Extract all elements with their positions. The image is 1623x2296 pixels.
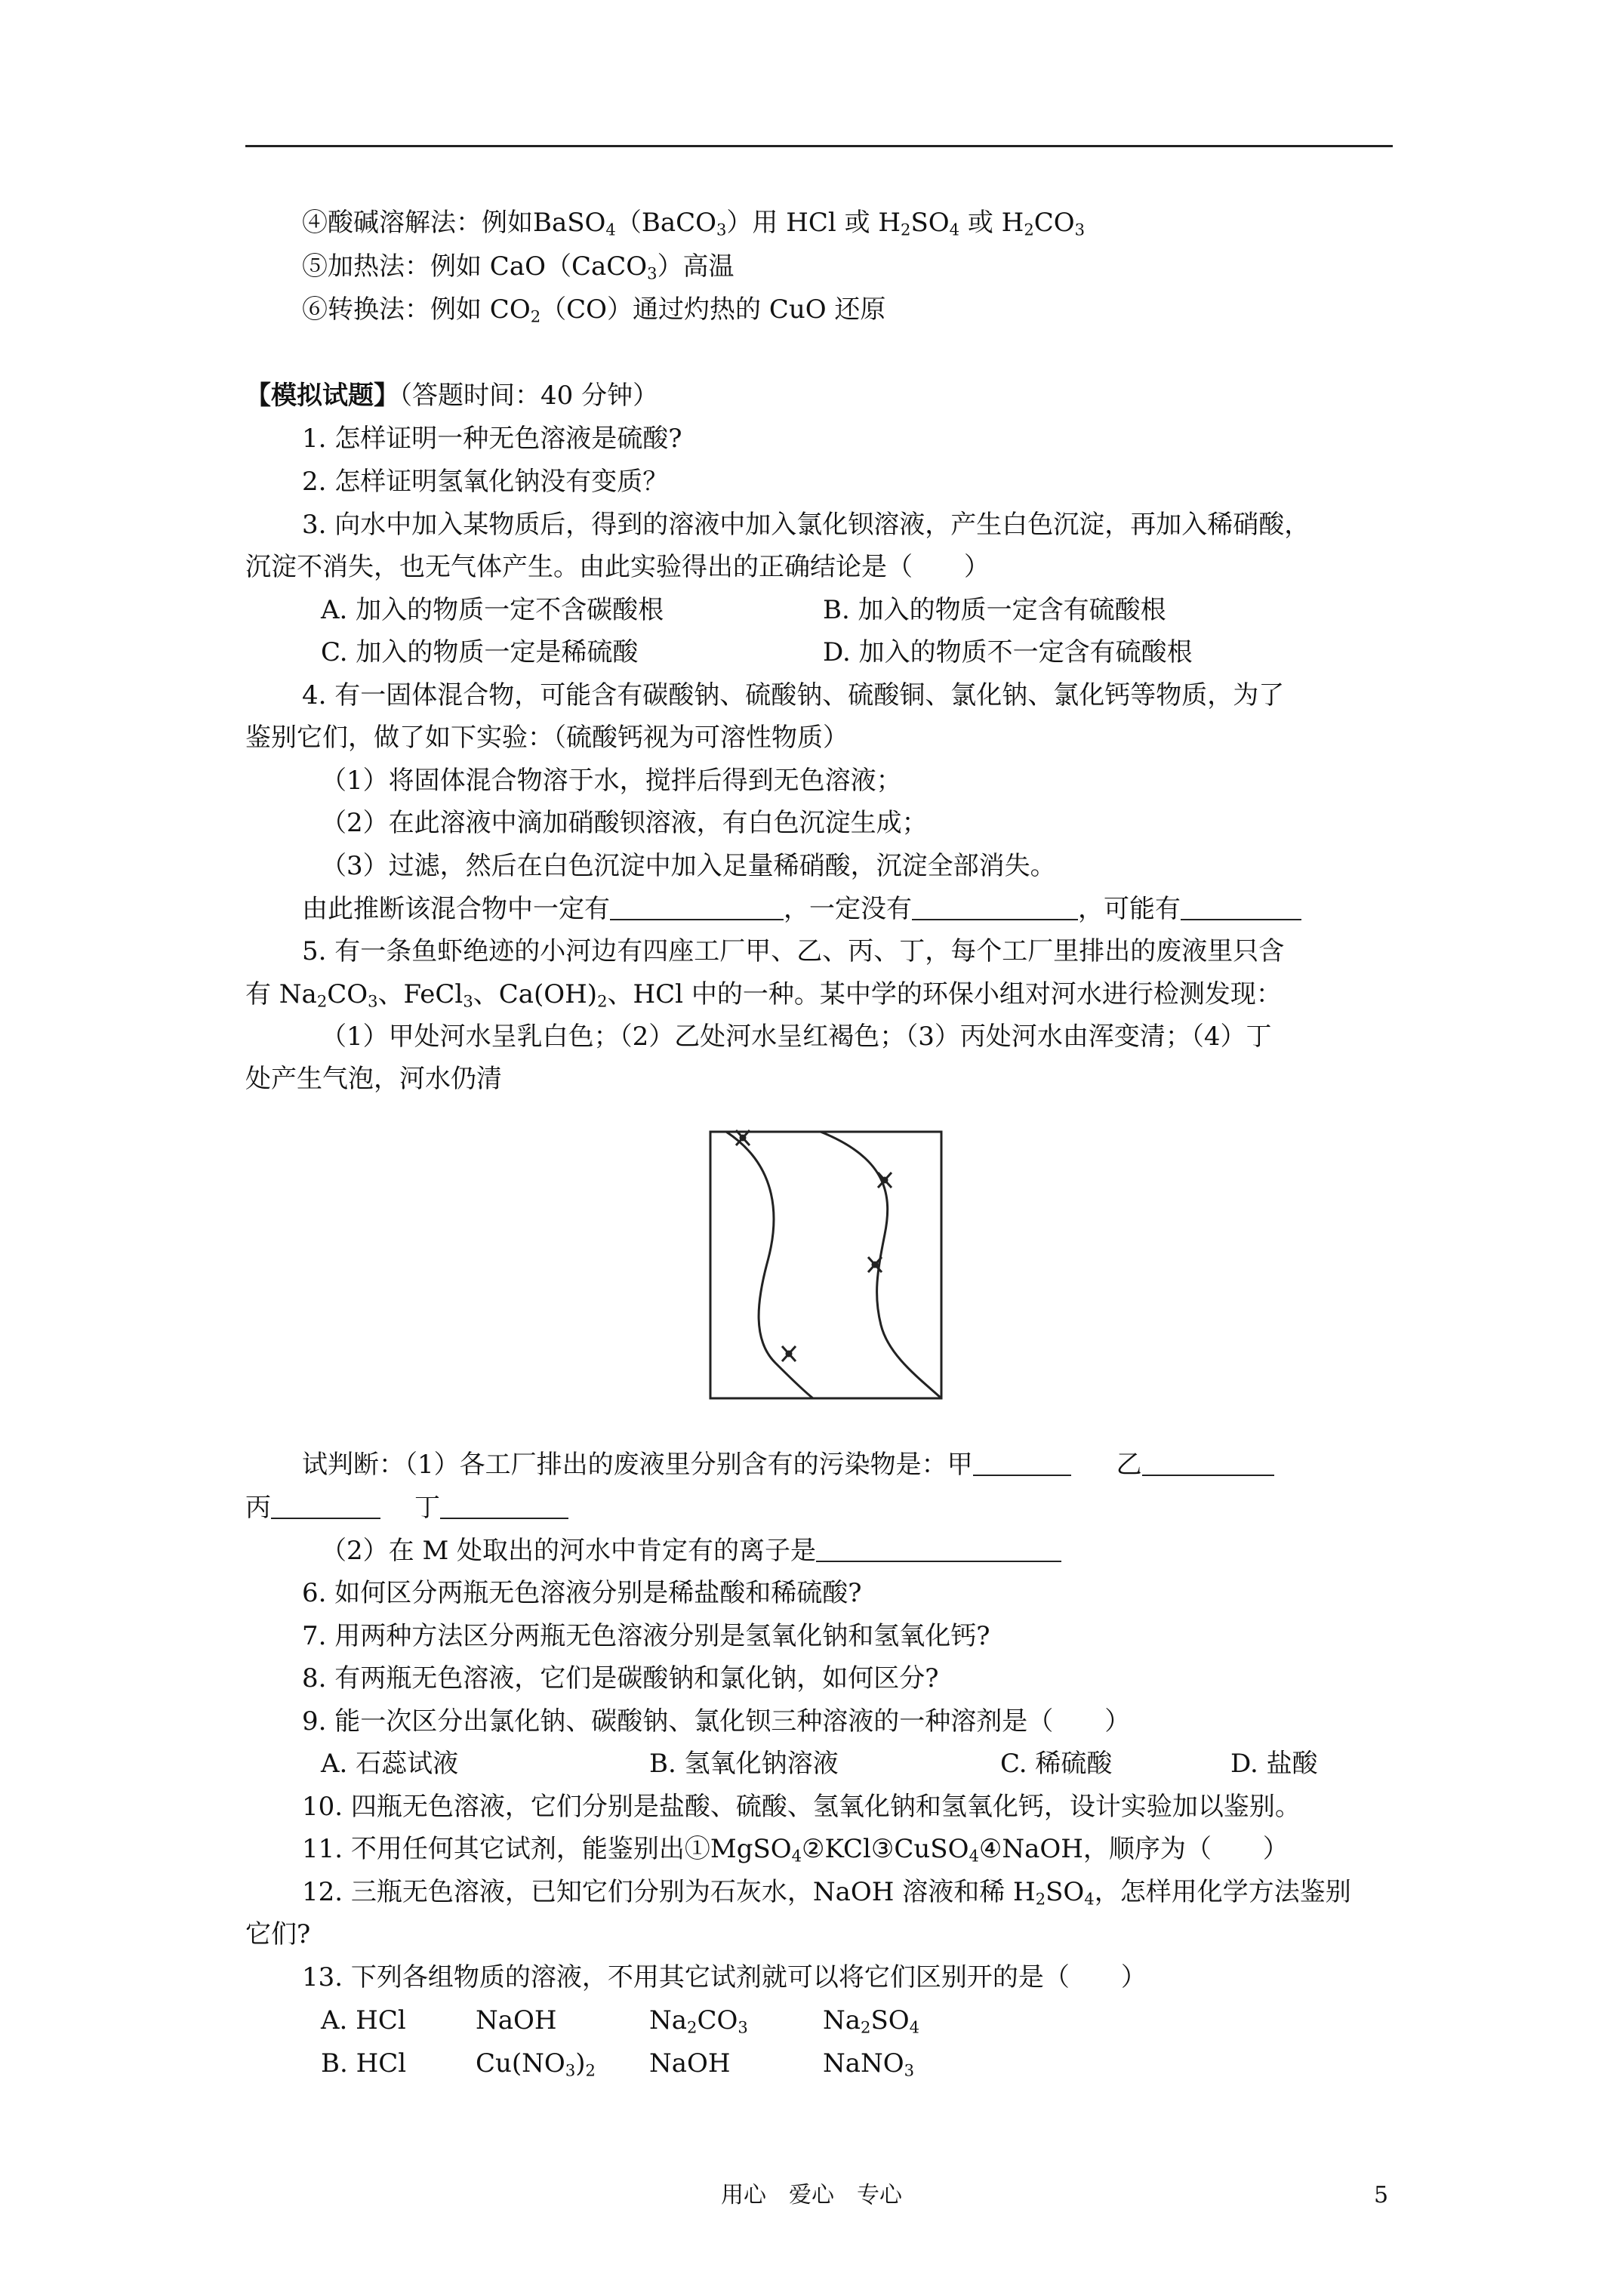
method-6: ⑥转换法：例如 $CO_2(CO)$通过灼热的 CuO 还原 [302, 294, 886, 326]
question-3-option-a: A. 加入的物质一定不含碳酸根 [321, 595, 664, 625]
question-5-judge-1: 试判断：（1）各工厂排出的废液里分别含有的污染物是：甲 乙 [302, 1448, 1274, 1481]
question-3-option-b: B. 加入的物质一定含有硫酸根 [823, 595, 1166, 625]
diagram-frame [710, 1132, 941, 1398]
question-9-option-c: C. 稀硫酸 [1000, 1749, 1113, 1779]
question-11: 11. 不用任何其它试剂，能鉴别出①MgSO$_4$②KCl③CuSO$_4$④NaOH，顺序为（ ） [302, 1834, 1289, 1866]
question-7: 7. 用两种方法区分两瓶无色溶液分别是氢氧化钠和氢氧化钙? [302, 1621, 990, 1651]
question-13: 13. 下列各组物质的溶液，不用其它试剂就可以将它们区别开的是（ ） [302, 1962, 1147, 1992]
question-5-judge-2: （2）在 M 处取出的河水中肯定有的离子是 [321, 1534, 1061, 1567]
factory-mark [782, 1346, 796, 1361]
question-4-step-2: （2）在此溶液中滴加硝酸钡溶液，有白色沉淀生成； [321, 808, 928, 838]
answer-blank[interactable] [912, 893, 1078, 920]
question-5-observations-1: （1）甲处河水呈乳白色；（2）乙处河水呈红褐色；（3）丙处河水由浑变清；（4）丁 [321, 1022, 1272, 1052]
question-5-judge-1-cont: 丙 丁 [245, 1491, 568, 1524]
answer-blank[interactable] [816, 1535, 1061, 1562]
question-3-option-c: C. 加入的物质一定是稀硫酸 [321, 637, 639, 667]
factory-mark [878, 1173, 892, 1188]
question-4-step-1: （1）将固体混合物溶于水，搅拌后得到无色溶液； [321, 766, 902, 796]
question-5-line2: 有 $Na_2CO_3$、FeCl$_3$、$Ca(OH)_2$、HCl 中的一种。某中学的环保小组对河水进行检测发现： [245, 979, 1282, 1011]
answer-blank[interactable] [1142, 1449, 1274, 1476]
answer-blank[interactable] [610, 893, 784, 920]
question-4-conclusion: 由此推断该混合物中一定有 ，一定没有 ，可能有 [302, 892, 1301, 926]
answer-blank[interactable] [271, 1492, 380, 1519]
question-1: 1. 怎样证明一种无色溶液是硫酸? [302, 424, 682, 454]
question-5-observations-2: 处产生气泡，河水仍清 [245, 1064, 502, 1094]
page-number: 5 [1374, 2182, 1389, 2208]
question-2: 2. 怎样证明氢氧化钠没有变质？ [302, 467, 669, 497]
footer-motto: 用心 爱心 专心 [721, 2182, 902, 2208]
question-12-line1: 12. 三瓶无色溶液，已知它们分别为石灰水，NaOH 溶液和稀 $H_2SO_4$，怎样用化学方法鉴别 [302, 1877, 1351, 1909]
method-4: ④酸碱溶解法：例如BaSO$_4$（BaCO$_3$）用 HCl 或 $H_2SO_4$ 或 $H_2CO_3$ [302, 208, 1086, 239]
question-9: 9. 能一次区分出氯化钠、碳酸钠、氯化钡三种溶液的一种溶剂是（ ） [302, 1706, 1131, 1737]
answer-blank[interactable] [440, 1492, 568, 1519]
question-3-line1: 3. 向水中加入某物质后，得到的溶液中加入氯化钡溶液，产生白色沉淀，再加入稀硝酸， [302, 510, 1310, 540]
question-6: 6. 如何区分两瓶无色溶液分别是稀盐酸和稀硫酸? [302, 1578, 862, 1608]
river-diagram [707, 1129, 949, 1404]
question-3-option-d: D. 加入的物质不一定含有硫酸根 [823, 637, 1193, 667]
question-3-line2: 沉淀不消失，也无气体产生。由此实验得出的正确结论是（ ） [245, 552, 990, 582]
question-4-line1: 4. 有一固体混合物，可能含有碳酸钠、硫酸钠、硫酸铜、氯化钠、氯化钙等物质，为了 [302, 680, 1285, 710]
section-title: 【模拟试题】（答题时间：40 分钟） [245, 381, 659, 411]
question-12-line2: 它们? [245, 1919, 311, 1949]
method-5: ⑤加热法：例如 CaO（CaCO$_3$）高温 [302, 251, 735, 283]
answer-blank[interactable] [1181, 893, 1301, 920]
question-9-option-b: B. 氢氧化钠溶液 [649, 1749, 839, 1779]
river-bank-left [726, 1132, 813, 1398]
question-4-line2: 鉴别它们，做了如下实验：（硫酸钙视为可溶性物质） [245, 723, 848, 753]
answer-blank[interactable] [973, 1449, 1071, 1476]
question-8: 8. 有两瓶无色溶液，它们是碳酸钠和氯化钠，如何区分? [302, 1663, 939, 1693]
question-4-step-3: （3）过滤，然后在白色沉淀中加入足量稀硝酸，沉淀全部消失。 [321, 851, 1056, 881]
river-bank-right [821, 1132, 941, 1398]
question-5-line1: 5. 有一条鱼虾绝迹的小河边有四座工厂甲、乙、丙、丁，每个工厂里排出的废液里只含 [302, 936, 1285, 966]
question-10: 10. 四瓶无色溶液，它们分别是盐酸、硫酸、氢氧化钠和氢氧化钙，设计实验加以鉴别。 [302, 1792, 1301, 1822]
header-rule [245, 145, 1393, 147]
question-9-option-d: D. 盐酸 [1230, 1749, 1318, 1779]
question-9-option-a: A. 石蕊试液 [321, 1749, 459, 1779]
